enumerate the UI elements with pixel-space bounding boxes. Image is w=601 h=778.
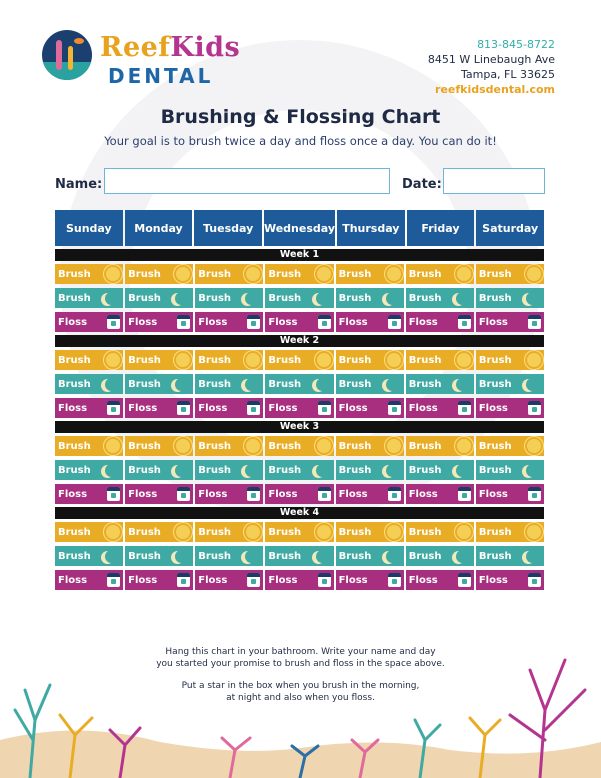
chart-cell-monday[interactable]	[125, 350, 193, 370]
floss-icon	[458, 315, 471, 329]
chart-cell-sunday[interactable]	[55, 350, 123, 370]
cell-label: Floss	[338, 574, 368, 586]
chart-cell-sunday[interactable]	[55, 312, 123, 332]
cell-label: Brush	[338, 268, 372, 280]
cell-label: Brush	[478, 526, 512, 538]
floss-icon	[247, 401, 260, 415]
day-header-thursday: Thursday	[337, 210, 405, 246]
moon-icon	[526, 550, 539, 563]
floss-icon	[458, 487, 471, 501]
chart-cell-monday[interactable]	[125, 460, 193, 480]
chart-cell-wednesday[interactable]	[265, 570, 333, 590]
cell-label: Brush	[268, 378, 302, 390]
floss-icon	[528, 573, 541, 587]
moon-icon	[456, 292, 469, 305]
sun-icon	[176, 353, 190, 367]
chart-cell-monday[interactable]	[125, 546, 193, 566]
cell-label: Brush	[198, 292, 232, 304]
sun-icon	[457, 525, 471, 539]
chart-cell-tuesday[interactable]	[195, 460, 263, 480]
chart-cell-friday[interactable]	[406, 436, 474, 456]
cell-label: Floss	[338, 488, 368, 500]
chart-cell-saturday[interactable]	[476, 460, 544, 480]
cell-label: Floss	[268, 402, 298, 414]
chart-cell-saturday[interactable]	[476, 264, 544, 284]
day-header-friday: Friday	[407, 210, 475, 246]
cell-label: Floss	[478, 574, 508, 586]
cell-label: Brush	[338, 526, 372, 538]
cell-label: Brush	[58, 440, 91, 452]
sun-icon	[317, 267, 331, 281]
chart-row	[55, 522, 544, 542]
chart-cell-monday[interactable]	[125, 374, 193, 394]
chart-cell-saturday[interactable]	[476, 288, 544, 308]
moon-icon	[526, 464, 539, 477]
floss-icon	[107, 401, 120, 415]
contact-block	[428, 37, 555, 97]
sun-icon	[317, 353, 331, 367]
chart-cell-friday[interactable]	[406, 546, 474, 566]
chart-cell-wednesday[interactable]	[265, 350, 333, 370]
website-link[interactable]: reefkidsdental.com	[435, 83, 555, 96]
moon-icon	[386, 378, 399, 391]
cell-label: Floss	[478, 488, 508, 500]
cell-label: Floss	[58, 488, 88, 500]
chart-cell-friday[interactable]	[406, 350, 474, 370]
chart-cell-tuesday[interactable]	[195, 570, 263, 590]
chart-row	[55, 460, 544, 480]
chart-cell-sunday[interactable]	[55, 374, 123, 394]
moon-icon	[386, 464, 399, 477]
instruction-line: Put a star in the box when you brush in the morning,	[181, 681, 420, 691]
chart-cell-thursday[interactable]	[336, 570, 404, 590]
floss-icon	[247, 487, 260, 501]
chart-cell-tuesday[interactable]	[195, 350, 263, 370]
chart-cell-sunday[interactable]	[55, 522, 123, 542]
cell-label: Floss	[338, 402, 368, 414]
cell-label: Brush	[268, 292, 302, 304]
cell-label: Brush	[128, 464, 161, 476]
floss-icon	[107, 315, 120, 329]
chart-cell-saturday[interactable]	[476, 436, 544, 456]
cell-label: Brush	[338, 354, 372, 366]
cell-label: Floss	[58, 574, 88, 586]
day-header-tuesday: Tuesday	[194, 210, 262, 246]
chart-cell-saturday[interactable]	[476, 312, 544, 332]
chart-cell-friday[interactable]	[406, 460, 474, 480]
cell-label: Floss	[408, 488, 438, 500]
chart-cell-thursday[interactable]	[336, 484, 404, 504]
cell-label: Brush	[408, 440, 442, 452]
cell-label: Floss	[128, 574, 158, 586]
day-header-row	[55, 210, 544, 246]
chart-row	[55, 312, 544, 332]
cell-label: Brush	[478, 292, 512, 304]
floss-icon	[318, 487, 331, 501]
chart-cell-monday[interactable]	[125, 570, 193, 590]
page-title: Brushing & Flossing Chart	[160, 106, 441, 128]
chart-cell-tuesday[interactable]	[195, 374, 263, 394]
phone-number[interactable]: 813-845-8722	[477, 38, 555, 51]
chart-cell-thursday[interactable]	[336, 312, 404, 332]
week-label: Week 2	[55, 335, 544, 347]
cell-label: Brush	[478, 354, 512, 366]
sun-icon	[246, 353, 260, 367]
chart-cell-wednesday[interactable]	[265, 374, 333, 394]
sun-icon	[106, 525, 120, 539]
chart-cell-friday[interactable]	[406, 398, 474, 418]
floss-icon	[318, 573, 331, 587]
chart-row	[55, 350, 544, 370]
sun-icon	[317, 525, 331, 539]
chart-cell-wednesday[interactable]	[265, 312, 333, 332]
cell-label: Brush	[58, 550, 91, 562]
chart-cell-wednesday[interactable]	[265, 546, 333, 566]
floss-icon	[177, 315, 190, 329]
moon-icon	[105, 464, 118, 477]
cell-label: Brush	[268, 526, 302, 538]
chart-row	[55, 484, 544, 504]
cell-label: Brush	[128, 292, 161, 304]
cell-label: Brush	[198, 526, 232, 538]
moon-icon	[175, 464, 188, 477]
chart-cell-saturday[interactable]	[476, 350, 544, 370]
goal-text: Your goal is to brush twice a day and floss once a day. You can do it!	[104, 134, 497, 148]
sun-icon	[106, 439, 120, 453]
chart-cell-thursday[interactable]	[336, 350, 404, 370]
cell-label: Brush	[128, 526, 161, 538]
cell-label: Floss	[58, 316, 88, 328]
cell-label: Brush	[58, 464, 91, 476]
chart-cell-wednesday[interactable]	[265, 436, 333, 456]
header	[0, 0, 601, 110]
moon-icon	[456, 550, 469, 563]
sun-icon	[176, 525, 190, 539]
chart-cell-thursday[interactable]	[336, 264, 404, 284]
chart-cell-sunday[interactable]	[55, 436, 123, 456]
chart-cell-monday[interactable]	[125, 288, 193, 308]
cell-label: Brush	[338, 440, 372, 452]
chart-cell-tuesday[interactable]	[195, 312, 263, 332]
sun-icon	[246, 439, 260, 453]
cell-label: Brush	[58, 268, 91, 280]
cell-label: Floss	[128, 488, 158, 500]
moon-icon	[316, 464, 329, 477]
chart-cell-tuesday[interactable]	[195, 264, 263, 284]
moon-icon	[316, 292, 329, 305]
chart-cell-saturday[interactable]	[476, 374, 544, 394]
sun-icon	[527, 525, 541, 539]
chart-cell-tuesday[interactable]	[195, 546, 263, 566]
cell-label: Brush	[478, 550, 512, 562]
chart-cell-saturday[interactable]	[476, 398, 544, 418]
cell-label: Floss	[198, 316, 228, 328]
date-field[interactable]	[443, 168, 545, 194]
floss-icon	[247, 315, 260, 329]
floss-icon	[388, 487, 401, 501]
cell-label: Brush	[198, 354, 232, 366]
chart-cell-sunday[interactable]	[55, 570, 123, 590]
name-field[interactable]	[104, 168, 390, 194]
cell-label: Floss	[128, 316, 158, 328]
floss-icon	[388, 401, 401, 415]
moon-icon	[386, 292, 399, 305]
sun-icon	[246, 525, 260, 539]
moon-icon	[526, 292, 539, 305]
cell-label: Brush	[268, 550, 302, 562]
cell-label: Brush	[338, 464, 372, 476]
cell-label: Floss	[198, 402, 228, 414]
chart-cell-wednesday[interactable]	[265, 460, 333, 480]
floss-icon	[177, 487, 190, 501]
cell-label: Brush	[268, 354, 302, 366]
floss-icon	[318, 401, 331, 415]
moon-icon	[526, 378, 539, 391]
chart-cell-sunday[interactable]	[55, 546, 123, 566]
cell-label: Floss	[338, 316, 368, 328]
chart-cell-sunday[interactable]	[55, 398, 123, 418]
cell-label: Floss	[128, 402, 158, 414]
chart-cell-wednesday[interactable]	[265, 522, 333, 542]
moon-icon	[105, 292, 118, 305]
instructions	[0, 646, 601, 714]
day-header-monday: Monday	[125, 210, 193, 246]
cell-label: Floss	[408, 402, 438, 414]
cell-label: Brush	[268, 268, 302, 280]
chart-cell-monday[interactable]	[125, 398, 193, 418]
floss-icon	[388, 315, 401, 329]
cell-label: Brush	[408, 268, 442, 280]
cell-label: Floss	[58, 402, 88, 414]
instruction-line: at night and also when you floss.	[226, 693, 375, 703]
floss-icon	[107, 573, 120, 587]
floss-icon	[458, 573, 471, 587]
cell-label: Brush	[268, 440, 302, 452]
chart-cell-monday[interactable]	[125, 312, 193, 332]
moon-icon	[316, 550, 329, 563]
chart-cell-saturday[interactable]	[476, 570, 544, 590]
sun-icon	[176, 439, 190, 453]
cell-label: Brush	[198, 550, 232, 562]
cell-label: Brush	[408, 354, 442, 366]
cell-label: Floss	[478, 316, 508, 328]
chart-row	[55, 264, 544, 284]
cell-label: Brush	[128, 378, 161, 390]
cell-label: Brush	[128, 268, 161, 280]
chart-cell-wednesday[interactable]	[265, 264, 333, 284]
cell-label: Brush	[478, 378, 512, 390]
cell-label: Brush	[58, 292, 91, 304]
chart-cell-friday[interactable]	[406, 312, 474, 332]
sun-icon	[457, 267, 471, 281]
chart-cell-thursday[interactable]	[336, 522, 404, 542]
floss-icon	[528, 315, 541, 329]
sun-icon	[527, 353, 541, 367]
floss-icon	[107, 487, 120, 501]
sun-icon	[387, 267, 401, 281]
moon-icon	[456, 464, 469, 477]
cell-label: Floss	[268, 488, 298, 500]
moon-icon	[456, 378, 469, 391]
cell-label: Brush	[478, 464, 512, 476]
cell-label: Brush	[408, 464, 442, 476]
floss-icon	[318, 315, 331, 329]
floss-icon	[528, 401, 541, 415]
cell-label: Floss	[268, 316, 298, 328]
chart-cell-monday[interactable]	[125, 484, 193, 504]
chart-cell-sunday[interactable]	[55, 264, 123, 284]
floss-icon	[458, 401, 471, 415]
day-header-saturday: Saturday	[476, 210, 544, 246]
sun-icon	[527, 439, 541, 453]
instruction-line: you started your promise to brush and floss in the space above.	[156, 659, 445, 669]
cell-label: Brush	[198, 440, 232, 452]
cell-label: Brush	[128, 354, 161, 366]
chart-cell-tuesday[interactable]	[195, 398, 263, 418]
cell-label: Brush	[478, 268, 512, 280]
logo-icon	[42, 30, 92, 80]
chart-row	[55, 570, 544, 590]
moon-icon	[105, 378, 118, 391]
chart-cell-saturday[interactable]	[476, 484, 544, 504]
moon-icon	[245, 550, 258, 563]
chart-cell-sunday[interactable]	[55, 460, 123, 480]
chart-row	[55, 546, 544, 566]
date-label: Date:	[402, 177, 442, 192]
chart-row	[55, 374, 544, 394]
sun-icon	[176, 267, 190, 281]
sun-icon	[457, 353, 471, 367]
moon-icon	[175, 378, 188, 391]
chart-cell-sunday[interactable]	[55, 288, 123, 308]
chart-row	[55, 436, 544, 456]
cell-label: Floss	[268, 574, 298, 586]
week-label: Week 3	[55, 421, 544, 433]
cell-label: Brush	[268, 464, 302, 476]
chart-cell-wednesday[interactable]	[265, 484, 333, 504]
sun-icon	[106, 353, 120, 367]
moon-icon	[245, 292, 258, 305]
sun-icon	[387, 525, 401, 539]
chart-cell-tuesday[interactable]	[195, 288, 263, 308]
chart-cell-friday[interactable]	[406, 484, 474, 504]
chart-cell-tuesday[interactable]	[195, 436, 263, 456]
sun-icon	[387, 353, 401, 367]
floss-icon	[528, 487, 541, 501]
moon-icon	[175, 292, 188, 305]
day-header-sunday: Sunday	[55, 210, 123, 246]
chart-cell-thursday[interactable]	[336, 436, 404, 456]
cell-label: Brush	[58, 378, 91, 390]
chart-cell-friday[interactable]	[406, 264, 474, 284]
cell-label: Brush	[338, 378, 372, 390]
chart-row	[55, 398, 544, 418]
moon-icon	[386, 550, 399, 563]
cell-label: Brush	[198, 464, 232, 476]
day-header-wednesday: Wednesday	[264, 210, 335, 246]
cell-label: Floss	[408, 316, 438, 328]
brand-name: ReefKids	[100, 32, 241, 63]
cell-label: Brush	[128, 550, 161, 562]
chart-cell-monday[interactable]	[125, 264, 193, 284]
cell-label: Brush	[58, 526, 91, 538]
chart-cell-tuesday[interactable]	[195, 522, 263, 542]
moon-icon	[175, 550, 188, 563]
sun-icon	[317, 439, 331, 453]
cell-label: Floss	[408, 574, 438, 586]
chart-cell-thursday[interactable]	[336, 288, 404, 308]
chart-cell-friday[interactable]	[406, 374, 474, 394]
cell-label: Brush	[408, 378, 442, 390]
floss-icon	[388, 573, 401, 587]
sun-icon	[246, 267, 260, 281]
chart-cell-friday[interactable]	[406, 288, 474, 308]
chart-cell-thursday[interactable]	[336, 546, 404, 566]
chart-row	[55, 288, 544, 308]
week-label: Week 4	[55, 507, 544, 519]
cell-label: Brush	[198, 378, 232, 390]
cell-label: Brush	[408, 526, 442, 538]
name-label: Name:	[55, 177, 103, 192]
moon-icon	[245, 464, 258, 477]
cell-label: Floss	[478, 402, 508, 414]
chart-cell-sunday[interactable]	[55, 484, 123, 504]
moon-icon	[245, 378, 258, 391]
cell-label: Brush	[478, 440, 512, 452]
sun-icon	[387, 439, 401, 453]
chart-cell-monday[interactable]	[125, 522, 193, 542]
cell-label: Brush	[338, 292, 372, 304]
chart-cell-saturday[interactable]	[476, 522, 544, 542]
floss-icon	[177, 573, 190, 587]
sun-icon	[527, 267, 541, 281]
cell-label: Floss	[198, 488, 228, 500]
chart-cell-thursday[interactable]	[336, 460, 404, 480]
chart-cell-monday[interactable]	[125, 436, 193, 456]
chart-cell-wednesday[interactable]	[265, 398, 333, 418]
cell-label: Brush	[198, 268, 232, 280]
chart-cell-tuesday[interactable]	[195, 484, 263, 504]
cell-label: Brush	[408, 292, 442, 304]
floss-icon	[177, 401, 190, 415]
cell-label: Brush	[58, 354, 91, 366]
sun-icon	[106, 267, 120, 281]
address-line-1: 8451 W Linebaugh Ave	[427, 53, 555, 66]
chart-grid	[55, 210, 544, 590]
chart-cell-thursday[interactable]	[336, 374, 404, 394]
floss-icon	[247, 573, 260, 587]
brand-subtitle: DENTAL	[108, 64, 214, 88]
cell-label: Floss	[198, 574, 228, 586]
cell-label: Brush	[128, 440, 161, 452]
week-label: Week 1	[55, 249, 544, 261]
sun-icon	[457, 439, 471, 453]
chart-cell-friday[interactable]	[406, 570, 474, 590]
chart-cell-thursday[interactable]	[336, 398, 404, 418]
chart-cell-wednesday[interactable]	[265, 288, 333, 308]
address-line-2: Tampa, FL 33625	[460, 68, 555, 81]
instruction-line: Hang this chart in your bathroom. Write your name and day	[165, 647, 436, 657]
moon-icon	[105, 550, 118, 563]
chart-cell-saturday[interactable]	[476, 546, 544, 566]
chart-cell-friday[interactable]	[406, 522, 474, 542]
moon-icon	[316, 378, 329, 391]
cell-label: Brush	[338, 550, 372, 562]
cell-label: Brush	[408, 550, 442, 562]
